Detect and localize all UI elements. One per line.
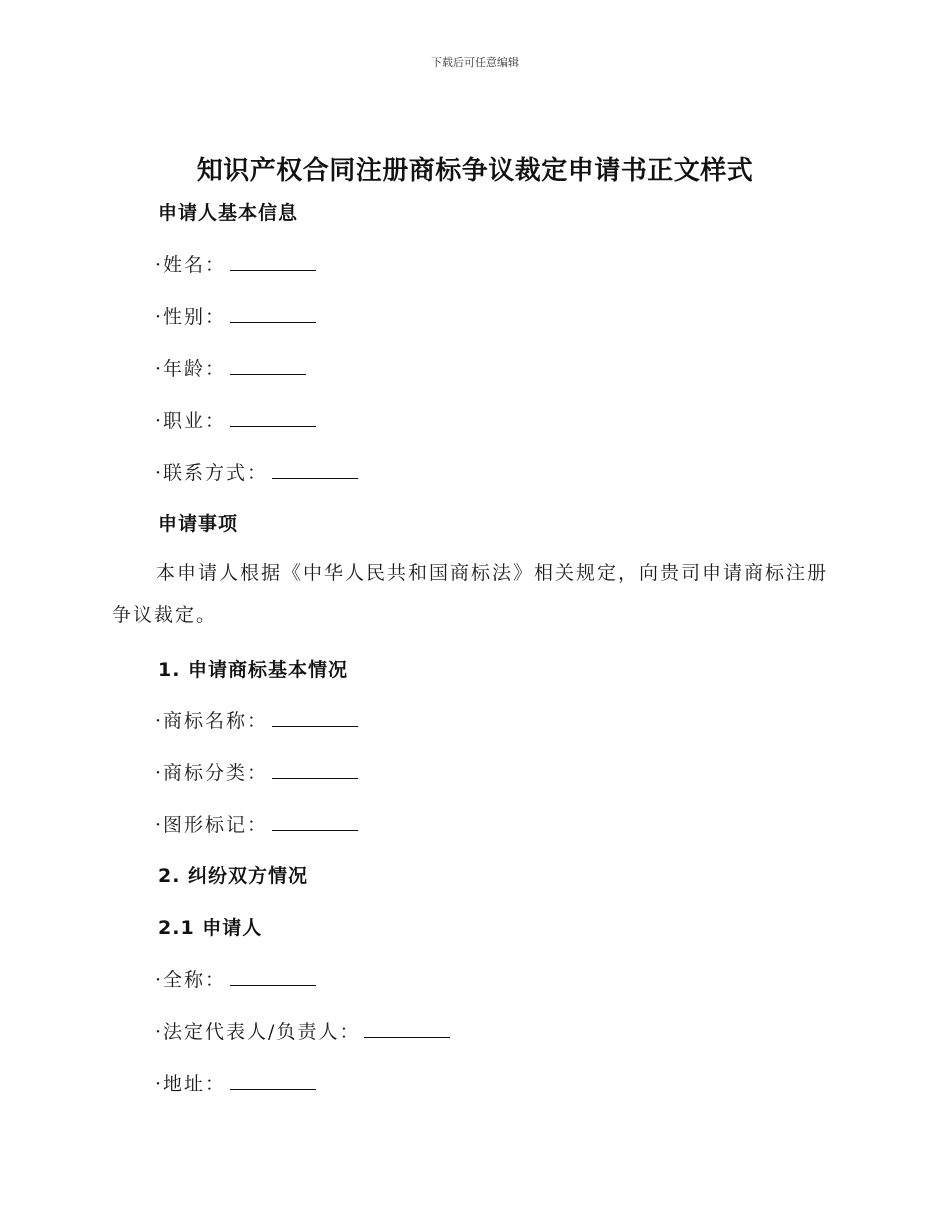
field-trademark-mark-blank[interactable] (272, 812, 358, 831)
field-legal-rep-blank[interactable] (364, 1019, 450, 1038)
field-gender-label: ·性别： (155, 306, 227, 328)
section-heading-request: 申请事项 (158, 513, 239, 535)
field-occupation-blank[interactable] (230, 408, 316, 427)
section-heading-applicant: 2.1 申请人 (158, 917, 263, 939)
field-full-name-label: ·全称： (155, 969, 227, 991)
field-age-blank[interactable] (230, 356, 306, 375)
field-trademark-name (155, 706, 358, 733)
field-full-name-blank[interactable] (230, 967, 316, 986)
field-trademark-mark-label: ·图形标记： (155, 814, 269, 836)
field-age (155, 354, 306, 381)
field-legal-rep-label: ·法定代表人/负责人： (155, 1021, 361, 1043)
field-legal-rep (155, 1017, 450, 1044)
document-title: 知识产权合同注册商标争议裁定申请书正文样式 (196, 156, 754, 186)
field-address-label: ·地址： (155, 1073, 227, 1095)
field-contact-label: ·联系方式： (155, 462, 269, 484)
section-heading-parties: 2. 纠纷双方情况 (158, 865, 309, 887)
field-trademark-class-blank[interactable] (272, 760, 358, 779)
field-trademark-class (155, 758, 358, 785)
page-header-note: 下载后可任意编辑 (431, 56, 519, 69)
field-contact-blank[interactable] (272, 460, 358, 479)
field-name (155, 250, 316, 277)
field-contact (155, 458, 358, 485)
field-occupation-label: ·职业： (155, 410, 227, 432)
request-paragraph: 本申请人根据《中华人民共和国商标法》相关规定，向贵司申请商标注册争议裁定。 (112, 562, 829, 626)
field-gender-blank[interactable] (230, 304, 316, 323)
field-name-blank[interactable] (230, 252, 316, 271)
section-heading-trademark: 1. 申请商标基本情况 (158, 659, 349, 681)
field-occupation (155, 406, 316, 433)
field-trademark-name-label: ·商标名称： (155, 710, 269, 732)
section-heading-applicant-info: 申请人基本信息 (158, 202, 299, 224)
field-trademark-mark (155, 810, 358, 837)
field-name-label: ·姓名： (155, 254, 227, 276)
field-trademark-name-blank[interactable] (272, 708, 358, 727)
field-age-label: ·年龄： (155, 358, 227, 380)
field-gender (155, 302, 316, 329)
field-address-blank[interactable] (230, 1071, 316, 1090)
field-full-name (155, 965, 316, 992)
field-trademark-class-label: ·商标分类： (155, 762, 269, 784)
field-address (155, 1069, 316, 1096)
